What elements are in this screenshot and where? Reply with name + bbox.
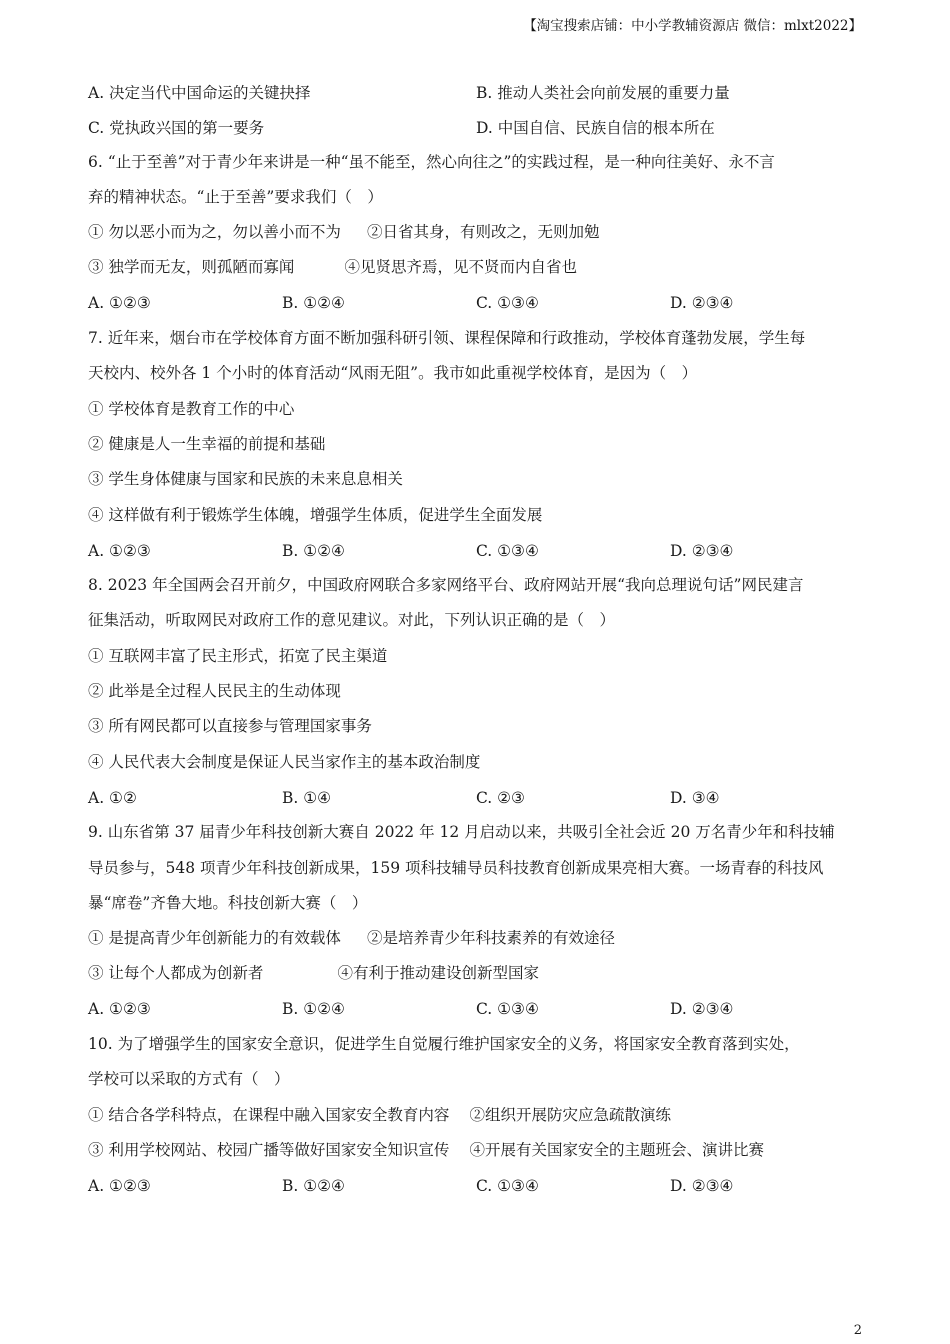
item-4: ④开展有关国家安全的主题班会、演讲比赛: [469, 1140, 764, 1159]
question-8-item-3: ③ 所有网民都可以直接参与管理国家事务: [88, 717, 372, 736]
question-7-options: [88, 533, 868, 568]
question-6-items-row1: [88, 215, 868, 250]
option-c: C. ①③④: [476, 294, 539, 313]
option-a: A. ①②③: [88, 1000, 151, 1019]
option-b: B. ①②④: [282, 541, 345, 560]
option-b: B. ①②④: [282, 1000, 345, 1019]
option-b: B. ①②④: [282, 294, 345, 313]
option-d: D. ③④: [670, 788, 720, 807]
item-2: ②日省其身，有则改之，无则加勉: [366, 223, 600, 242]
question-9-items-row2: [88, 956, 868, 991]
option-a: A. ①②: [88, 788, 137, 807]
item-4: ④有利于推动建设创新型国家: [337, 964, 539, 983]
item-1: ① 结合各学科特点，在课程中融入国家安全教育内容: [88, 1105, 450, 1124]
question-10-stem-line2: 学校可以采取的方式有（ ）: [88, 1070, 290, 1089]
question-6-items-row2: [88, 250, 868, 285]
question-8-stem-line1: 8. 2023 年全国两会召开前夕，中国政府网联合多家网络平台、政府网站开展“我向总理说句话”网民建言: [88, 576, 804, 595]
option-d: D. ②③④: [670, 541, 734, 560]
item-2: ②是培养青少年科技素养的有效途径: [366, 929, 615, 948]
question-8-item-4: ④ 人民代表大会制度是保证人民当家作主的基本政治制度: [88, 752, 481, 771]
option-c: C. ②③: [476, 788, 525, 807]
option-c: C. 党执政兴国的第一要务: [88, 118, 265, 137]
question-5-options-row2: [88, 109, 868, 144]
option-a: A. 决定当代中国命运的关键抉择: [88, 83, 311, 102]
question-9-stem-line1: 9. 山东省第 37 届青少年科技创新大赛自 2022 年 12 月启动以来，共吸引全社会近 20 万名青少年和科技辅: [88, 823, 835, 842]
question-10-items-row2: [88, 1133, 868, 1168]
question-10-options: [88, 1168, 868, 1203]
item-2: ②组织开展防灾应急疏散演练: [469, 1105, 671, 1124]
item-4: ④见贤思齐焉，见不贤而内自省也: [344, 258, 577, 277]
question-7-stem-line1: 7. 近年来，烟台市在学校体育方面不断加强科研引领、课程保障和行政推动，学校体育蓬勃发展，学生每: [88, 329, 806, 348]
question-9-stem-line3: 暴“席卷”齐鲁大地。科技创新大赛（ ）: [88, 893, 368, 912]
question-8-options: [88, 780, 868, 815]
question-6-stem-line2: 弃的精神状态。“止于至善”要求我们（ ）: [88, 187, 383, 206]
page-content: [88, 74, 868, 1204]
question-7-item-4: ④ 这样做有利于锻炼学生体魄，增强学生体质，促进学生全面发展: [88, 505, 543, 524]
option-b: B. ①④: [282, 788, 332, 807]
question-8-stem-line2: 征集活动，听取网民对政府工作的意见建议。对此，下列认识正确的是（ ）: [88, 611, 616, 630]
option-c: C. ①③④: [476, 541, 539, 560]
page-header: 【淘宝搜索店铺：中小学教辅资源店 微信：mlxt2022】: [523, 18, 862, 34]
question-7-item-1: ① 学校体育是教育工作的中心: [88, 399, 295, 418]
item-1: ① 勿以恶小而为之，勿以善小而不为: [88, 223, 341, 242]
question-8-item-2: ② 此举是全过程人民民主的生动体现: [88, 682, 341, 701]
option-d: D. 中国自信、民族自信的根本所在: [476, 118, 715, 137]
option-d: D. ②③④: [670, 1176, 734, 1195]
question-10-items-row1: [88, 1098, 868, 1133]
question-5-options-row1: [88, 74, 868, 109]
option-a: A. ①②③: [88, 294, 151, 313]
question-10-stem-line1: 10. 为了增强学生的国家安全意识，促进学生自觉履行维护国家安全的义务，将国家安全教育落到实处，: [88, 1035, 800, 1054]
question-7-item-2: ② 健康是人一生幸福的前提和基础: [88, 434, 326, 453]
item-3: ③ 利用学校网站、校园广播等做好国家安全知识宣传: [88, 1140, 450, 1159]
question-9-options: [88, 992, 868, 1027]
item-1: ① 是提高青少年创新能力的有效载体: [88, 929, 341, 948]
question-7-item-3: ③ 学生身体健康与国家和民族的未来息息相关: [88, 470, 403, 489]
option-a: A. ①②③: [88, 1176, 151, 1195]
question-6-stem-line1: 6. “止于至善”对于青少年来讲是一种“虽不能至，然心向往之”的实践过程，是一种向往美好、永不言: [88, 152, 775, 171]
question-9-stem-line2: 导员参与，548 项青少年科技创新成果，159 项科技辅导员科技教育创新成果亮相大赛。一场青春的科技风: [88, 858, 824, 877]
option-c: C. ①③④: [476, 1000, 539, 1019]
question-6-options: [88, 286, 868, 321]
option-d: D. ②③④: [670, 1000, 734, 1019]
option-c: C. ①③④: [476, 1176, 539, 1195]
item-3: ③ 独学而无友，则孤陋而寡闻: [88, 258, 295, 277]
question-8-item-1: ① 互联网丰富了民主形式，拓宽了民主渠道: [88, 646, 388, 665]
question-9-items-row1: [88, 921, 868, 956]
question-7-stem-line2: 天校内、校外各 1 个小时的体育活动“风雨无阻”。我市如此重视学校体育，是因为（ ）: [88, 364, 698, 383]
option-d: D. ②③④: [670, 294, 734, 313]
option-a: A. ①②③: [88, 541, 151, 560]
option-b: B. 推动人类社会向前发展的重要力量: [476, 83, 730, 102]
page-number: 2: [853, 1323, 862, 1338]
option-b: B. ①②④: [282, 1176, 345, 1195]
item-3: ③ 让每个人都成为创新者: [88, 964, 264, 983]
